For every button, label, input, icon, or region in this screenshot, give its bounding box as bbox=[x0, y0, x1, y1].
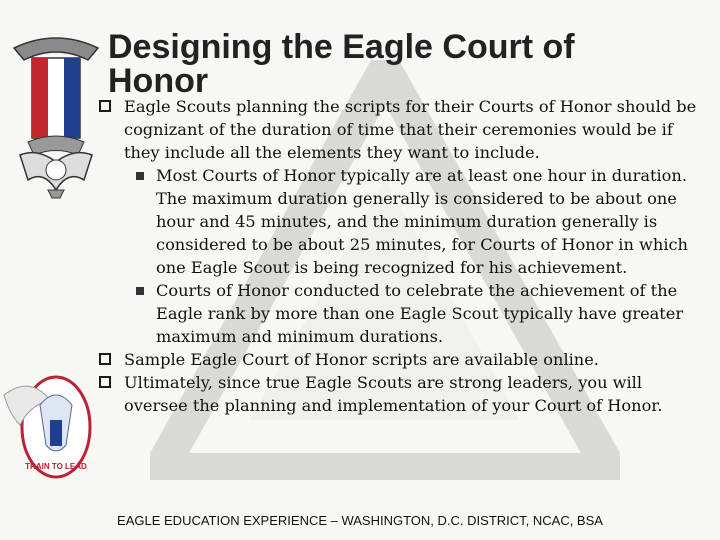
bullet-text: Eagle Scouts planning the scripts for their Courts of Honor should be cognizant of the duration of time that their ceremonies would be if they include all the elements they want to include. bbox=[124, 97, 697, 162]
bullet-list bbox=[99, 95, 699, 417]
sub-bullet-text: Most Courts of Honor typically are at least one hour in duration. The maximum duration generally is considered to be about one hour and 45 minutes, and the minimum duration generally is considered to be about 25 minutes, for Courts of Honor in which one Eagle Scout is being recognized for his achievement. bbox=[156, 166, 688, 277]
checkbox-bullet-icon bbox=[99, 376, 111, 388]
sub-bullet-text: Courts of Honor conducted to celebrate the achievement of the Eagle rank by more than one Eagle Scout typically have greater maximum and minimum durations. bbox=[156, 281, 684, 346]
bullet-item bbox=[99, 95, 699, 164]
slide-footer: EAGLE EDUCATION EXPERIENCE – WASHINGTON, D.C. DISTRICT, NCAC, BSA bbox=[117, 513, 603, 528]
bullet-text: Ultimately, since true Eagle Scouts are strong leaders, you will oversee the planning and implementation of your Court of Honor. bbox=[124, 373, 663, 415]
square-bullet-icon bbox=[136, 172, 144, 180]
bullet-item bbox=[99, 348, 699, 371]
slide-title: Designing the Eagle Court of Honor bbox=[108, 28, 575, 100]
train-to-lead-emblem-icon bbox=[0, 365, 100, 485]
bullet-item bbox=[99, 371, 699, 417]
checkbox-bullet-icon bbox=[99, 353, 111, 365]
logo-bottom-text: TRAIN TO LEAD bbox=[25, 462, 87, 471]
checkbox-bullet-icon bbox=[99, 100, 111, 112]
sub-bullet-item bbox=[99, 279, 699, 348]
sub-bullet-item bbox=[99, 164, 699, 279]
eagle-scout-medal-icon bbox=[8, 30, 104, 200]
bullet-text: Sample Eagle Court of Honor scripts are available online. bbox=[124, 350, 599, 369]
square-bullet-icon bbox=[136, 287, 144, 295]
